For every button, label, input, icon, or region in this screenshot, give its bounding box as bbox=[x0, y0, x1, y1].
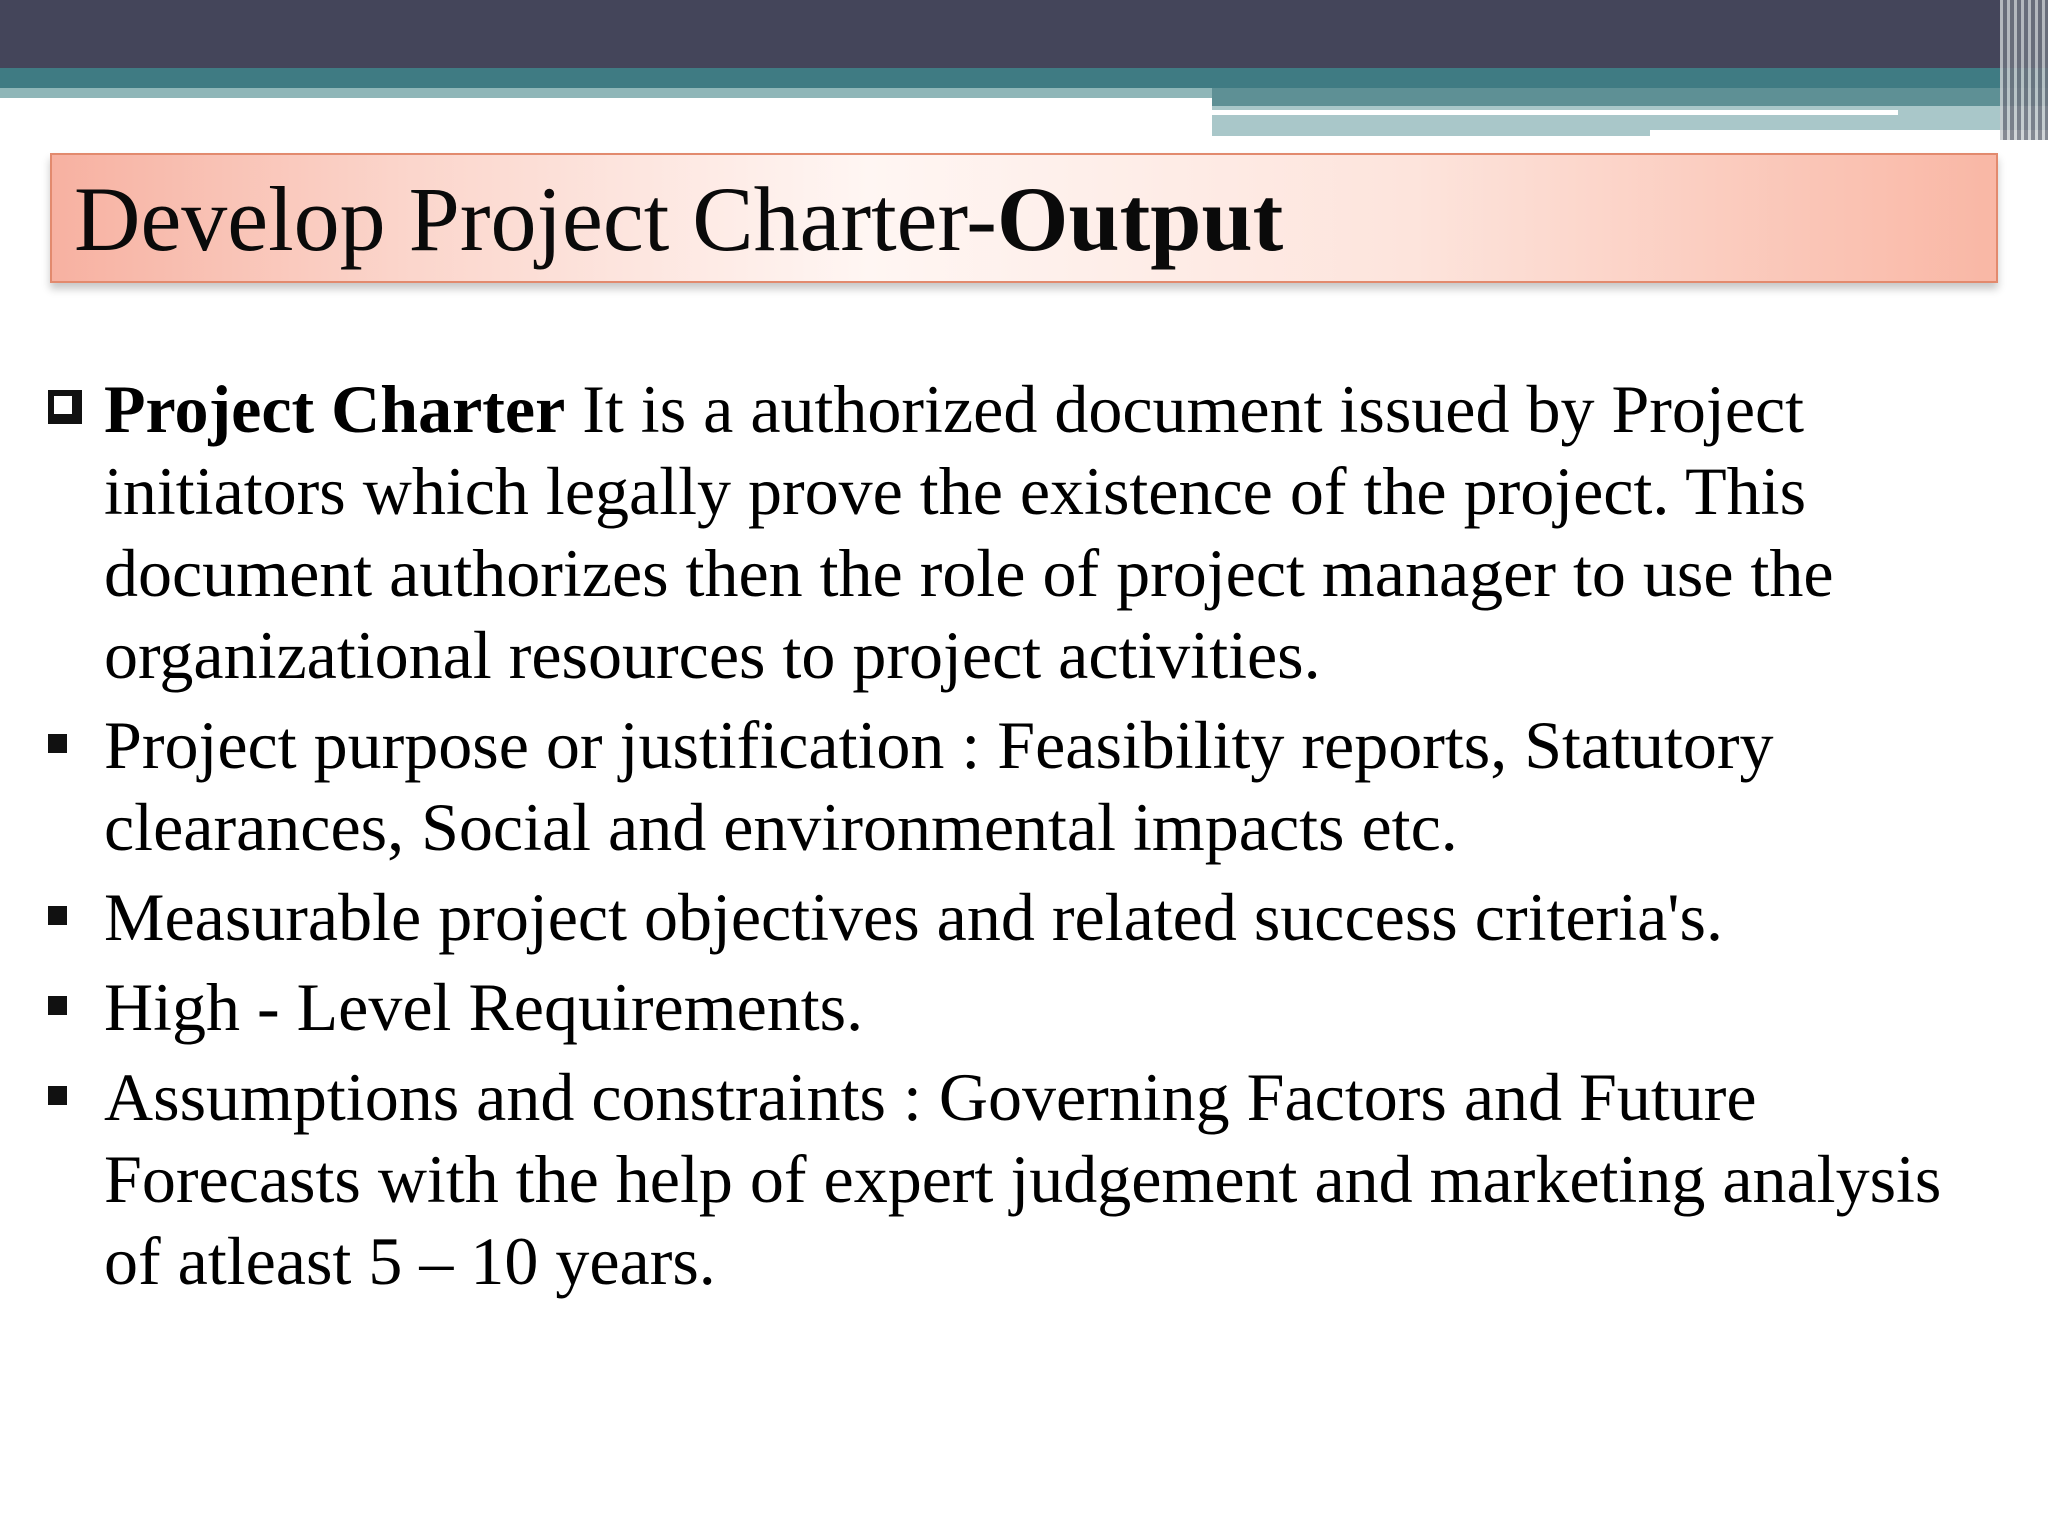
list-item-project-charter bbox=[48, 368, 2008, 696]
list-item-text: High - Level Requirements. bbox=[104, 969, 864, 1045]
right-edge-lines bbox=[2000, 0, 2048, 140]
slide-title bbox=[74, 169, 1283, 269]
checkbox-icon bbox=[48, 390, 82, 424]
top-bar-dark bbox=[0, 0, 2048, 68]
list-item-text: Measurable project objectives and related success criteria's. bbox=[104, 879, 1723, 955]
top-bar-right-stripe-lower bbox=[1650, 130, 2048, 138]
list-item bbox=[48, 966, 2008, 1048]
top-bar-light bbox=[0, 88, 1212, 98]
list-item-text: Project purpose or justification : Feasibility reports, Statutory clearances, Social and environmental impacts etc. bbox=[104, 707, 1774, 865]
square-bullet-icon bbox=[48, 1086, 67, 1105]
slide-title-bold: Output bbox=[996, 168, 1284, 270]
list-item bbox=[48, 1056, 2008, 1302]
list-item bbox=[48, 876, 2008, 958]
slide-body bbox=[48, 368, 2008, 1302]
slide-title-regular: Develop Project Charter- bbox=[74, 168, 997, 270]
square-bullet-icon bbox=[48, 906, 67, 925]
square-bullet-icon bbox=[48, 996, 67, 1015]
top-bar-teal bbox=[0, 68, 2048, 88]
list-item-text: It is a authorized document issued by Project initiators which legally prove the existence of the project. This document authorizes then the role of project manager to use the organizational resources to project activities. bbox=[104, 371, 1834, 693]
square-bullet-icon bbox=[48, 734, 67, 753]
top-bar-right-teal bbox=[1212, 88, 2048, 106]
list-item-lead: Project Charter bbox=[104, 371, 566, 447]
list-item-text: Assumptions and constraints : Governing Factors and Future Forecasts with the help of expert judgement and marketing analysis of atleast 5 – 10 years. bbox=[104, 1059, 1942, 1299]
top-bar-right-stripe bbox=[1212, 110, 1898, 115]
list-item bbox=[48, 704, 2008, 868]
slide-title-box bbox=[50, 153, 1998, 283]
